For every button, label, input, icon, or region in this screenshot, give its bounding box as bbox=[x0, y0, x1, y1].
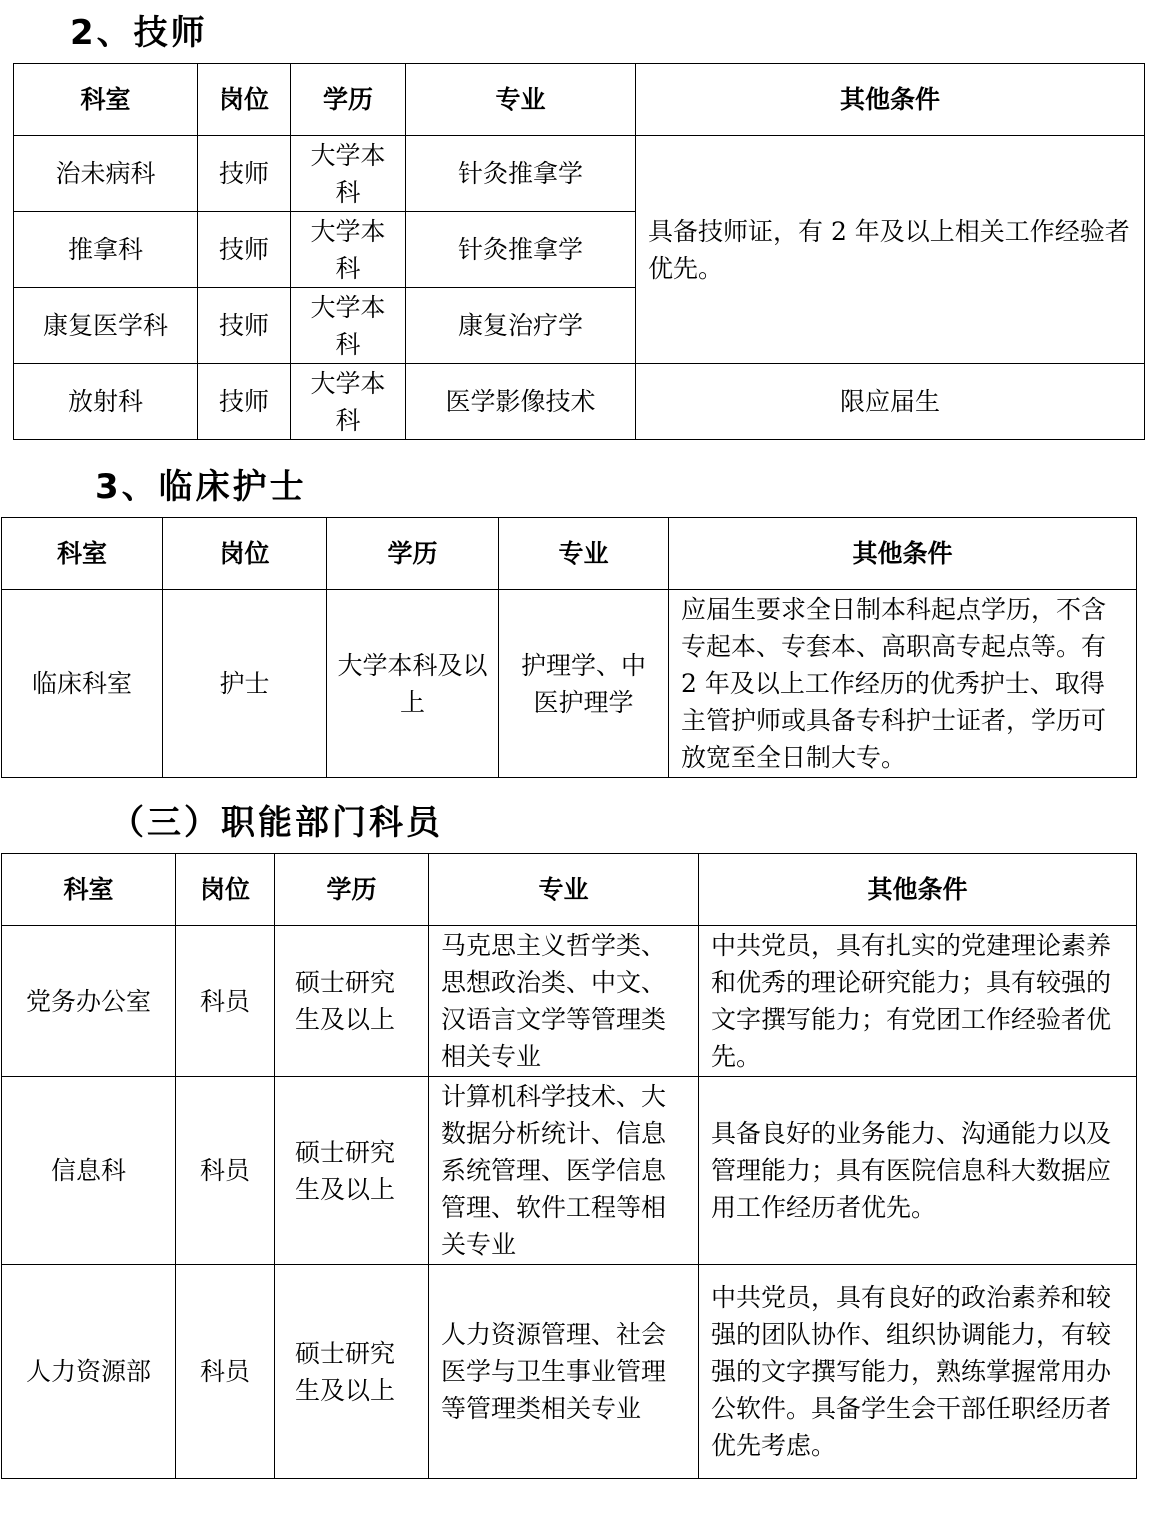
section-heading-staff: （三）职能部门科员 bbox=[110, 803, 443, 843]
header-post: 岗位 bbox=[176, 854, 275, 926]
other-conditions-cell: 中共党员，具有扎实的党建理论素养和优秀的理论研究能力；具有较强的文字撰写能力；有党团工作经验者优先。 bbox=[699, 926, 1137, 1077]
table-header-row bbox=[14, 64, 1145, 136]
section-heading-technician: 2、技师 bbox=[70, 13, 208, 53]
nurse-table bbox=[1, 517, 1137, 778]
other-conditions-cell: 应届生要求全日制本科起点学历，不含专起本、专套本、高职高专起点等。有 2 年及以上工作经历的优秀护士、取得主管护师或具备专科护士证者，学历可放宽至全日制大专。 bbox=[669, 590, 1137, 778]
header-post: 岗位 bbox=[163, 518, 327, 590]
header-dept: 科室 bbox=[2, 854, 176, 926]
staff-table bbox=[1, 853, 1137, 1479]
table-row bbox=[14, 136, 1145, 212]
header-major: 专业 bbox=[406, 64, 636, 136]
edu-cell: 大学本科 bbox=[291, 364, 406, 440]
edu-cell: 大学本科 bbox=[291, 288, 406, 364]
post-cell: 科员 bbox=[176, 1077, 275, 1265]
major-cell: 护理学、中医护理学 bbox=[499, 590, 669, 778]
header-edu: 学历 bbox=[327, 518, 499, 590]
header-major: 专业 bbox=[429, 854, 699, 926]
section-heading-nurse: 3、临床护士 bbox=[95, 467, 307, 507]
edu-cell: 大学本科 bbox=[291, 212, 406, 288]
post-cell: 技师 bbox=[198, 136, 291, 212]
post-cell: 技师 bbox=[198, 212, 291, 288]
table-row bbox=[2, 1077, 1137, 1265]
header-other: 其他条件 bbox=[636, 64, 1145, 136]
table-row bbox=[2, 926, 1137, 1077]
edu-cell: 硕士研究生及以上 bbox=[275, 1265, 429, 1479]
header-dept: 科室 bbox=[2, 518, 163, 590]
table-row bbox=[2, 1265, 1137, 1479]
edu-cell: 硕士研究生及以上 bbox=[275, 1077, 429, 1265]
header-edu: 学历 bbox=[291, 64, 406, 136]
dept-cell: 推拿科 bbox=[14, 212, 198, 288]
table-row bbox=[2, 590, 1137, 778]
header-major: 专业 bbox=[499, 518, 669, 590]
major-cell: 马克思主义哲学类、思想政治类、中文、汉语言文学等管理类相关专业 bbox=[429, 926, 699, 1077]
dept-cell: 治未病科 bbox=[14, 136, 198, 212]
post-cell: 技师 bbox=[198, 288, 291, 364]
header-edu: 学历 bbox=[275, 854, 429, 926]
dept-cell: 人力资源部 bbox=[2, 1265, 176, 1479]
major-cell: 针灸推拿学 bbox=[406, 212, 636, 288]
dept-cell: 临床科室 bbox=[2, 590, 163, 778]
major-cell: 人力资源管理、社会医学与卫生事业管理等管理类相关专业 bbox=[429, 1265, 699, 1479]
major-cell: 计算机科学技术、大数据分析统计、信息系统管理、医学信息管理、软件工程等相关专业 bbox=[429, 1077, 699, 1265]
edu-cell: 硕士研究生及以上 bbox=[275, 926, 429, 1077]
post-cell: 护士 bbox=[163, 590, 327, 778]
table-header-row bbox=[2, 518, 1137, 590]
edu-cell: 大学本科 bbox=[291, 136, 406, 212]
table-header-row bbox=[2, 854, 1137, 926]
post-cell: 科员 bbox=[176, 926, 275, 1077]
major-cell: 康复治疗学 bbox=[406, 288, 636, 364]
other-conditions-cell: 限应届生 bbox=[636, 364, 1145, 440]
table-row bbox=[14, 364, 1145, 440]
dept-cell: 党务办公室 bbox=[2, 926, 176, 1077]
technician-table bbox=[13, 63, 1145, 440]
post-cell: 技师 bbox=[198, 364, 291, 440]
major-cell: 医学影像技术 bbox=[406, 364, 636, 440]
other-conditions-cell: 具备良好的业务能力、沟通能力以及管理能力；具有医院信息科大数据应用工作经历者优先。 bbox=[699, 1077, 1137, 1265]
major-cell: 针灸推拿学 bbox=[406, 136, 636, 212]
other-conditions-cell: 具备技师证，有 2 年及以上相关工作经验者优先。 bbox=[636, 136, 1145, 364]
header-post: 岗位 bbox=[198, 64, 291, 136]
dept-cell: 信息科 bbox=[2, 1077, 176, 1265]
post-cell: 科员 bbox=[176, 1265, 275, 1479]
header-other: 其他条件 bbox=[669, 518, 1137, 590]
header-dept: 科室 bbox=[14, 64, 198, 136]
dept-cell: 放射科 bbox=[14, 364, 198, 440]
edu-cell: 大学本科及以上 bbox=[327, 590, 499, 778]
header-other: 其他条件 bbox=[699, 854, 1137, 926]
other-conditions-cell: 中共党员，具有良好的政治素养和较强的团队协作、组织协调能力，有较强的文字撰写能力，熟练掌握常用办公软件。具备学生会干部任职经历者优先考虑。 bbox=[699, 1265, 1137, 1479]
dept-cell: 康复医学科 bbox=[14, 288, 198, 364]
